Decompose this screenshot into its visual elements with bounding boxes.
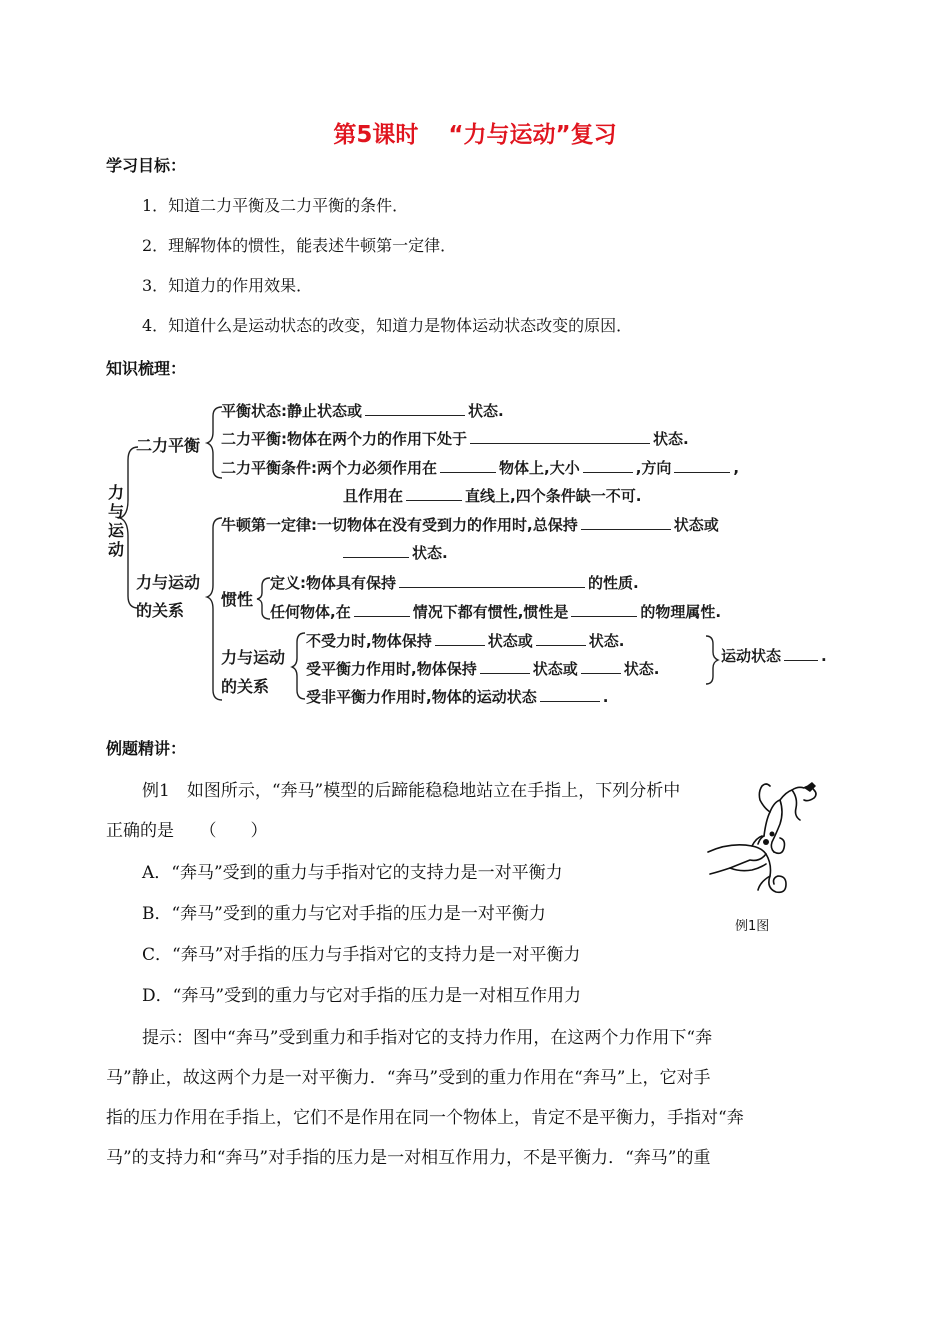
option-b: B．“奔马”受到的重力与它对手指的压力是一对平衡力 [142,904,546,924]
map-line: 受平衡力作用时,物体保持 状态或 状态. [306,660,660,678]
answer-blank [470,429,650,444]
answer-blank [399,573,585,588]
brace-relation [207,518,222,700]
objective-item: 1．知道二力平衡及二力平衡的条件． [142,196,409,215]
map-line: 牛顿第一定律:一切物体在没有受到力的作用时,总保持 状态或 [221,516,719,534]
answer-blank [583,458,633,473]
answer-blank [540,687,600,702]
horse-on-finger-figure [700,772,830,912]
map-line: 平衡状态:静止状态或 状态. [221,402,504,420]
map-line: 且作用在 直线上,四个条件缺一不可. [343,487,642,505]
answer-blank [581,515,671,530]
title-lesson: 第5课时 [333,122,419,148]
answer-blank [365,401,465,416]
map-branch-balance: 二力平衡 [136,436,201,455]
map-inertia: 惯性 [221,590,254,609]
answer-blank [674,458,730,473]
answer-blank [581,659,621,674]
title-topic: “力与运动”复习 [448,122,617,148]
map-force-motion-1: 力与运动 [221,648,286,667]
map-line: 二力平衡:物体在两个力的作用下处于 状态. [221,430,689,448]
option-d: D．“奔马”受到的重力与它对手指的压力是一对相互作用力 [142,986,582,1006]
brace-balance [207,407,222,478]
brace-right [706,636,718,684]
brace-inertia [257,578,270,619]
map-force-motion-2: 的关系 [221,677,270,696]
hint-line: 指的压力作用在手指上，它们不是作用在同一个物体上，肯定不是平衡力，手指对“奔 [106,1108,744,1128]
map-branch-relation-1: 力与运动 [136,573,201,592]
map-line: 受非平衡力作用时,物体的运动状态 . [306,688,609,706]
answer-blank [784,646,818,661]
hint-line: 马”的支持力和“奔马”对手指的压力是一对相互作用力，不是平衡力．“奔马”的重 [106,1148,711,1168]
answer-blank [354,602,410,617]
hint-line: 提示：图中“奔马”受到重力和手指对它的支持力作用，在这两个力作用下“奔 [142,1028,713,1048]
map-line: 定义:物体具有保持 的性质. [270,574,639,592]
objective-item: 4．知道什么是运动状态的改变，知道力是物体运动状态改变的原因． [142,316,633,335]
example-question-line1: 例1 如图所示，“奔马”模型的后蹄能稳稳地站立在手指上，下列分析中 [142,781,681,801]
hint-line: 马”静止，故这两个力是一对平衡力．“奔马”受到的重力作用在“奔马”上，它对手 [106,1068,711,1088]
example-question-line2: 正确的是 （ ） [106,821,268,841]
answer-blank [343,543,409,558]
map-line: 不受力时,物体保持 状态或 状态. [306,632,625,650]
figure-caption: 例1图 [735,919,770,934]
answer-blank [571,602,637,617]
option-a: A．“奔马”受到的重力与手指对它的支持力是一对平衡力 [142,863,563,883]
option-c: C．“奔马”对手指的压力与手指对它的支持力是一对平衡力 [142,945,581,965]
example-label: 例1 [142,781,170,801]
knowledge-heading: 知识梳理： [106,359,187,378]
answer-blank [480,659,530,674]
examples-heading: 例题精讲： [106,739,187,758]
objective-item: 2．理解物体的惯性，能表述牛顿第一定律． [142,236,457,255]
map-line: 任何物体,在 情况下都有惯性,惯性是 的物理属性. [270,603,722,621]
answer-blank [435,631,485,646]
answer-blank [440,458,496,473]
objectives-heading: 学习目标： [106,156,187,175]
map-root: 力与运动 [107,483,124,559]
brace-force-motion [292,633,305,699]
map-line: 状态. [343,542,448,563]
answer-blank [406,486,462,501]
map-line: 运动状态 . [721,647,827,665]
answer-blank [536,631,586,646]
map-branch-relation-2: 的关系 [136,601,185,620]
objective-item: 3．知道力的作用效果． [142,276,313,295]
map-line: 二力平衡条件:两个力必须作用在 物体上,大小 ,方向 , [221,459,740,477]
